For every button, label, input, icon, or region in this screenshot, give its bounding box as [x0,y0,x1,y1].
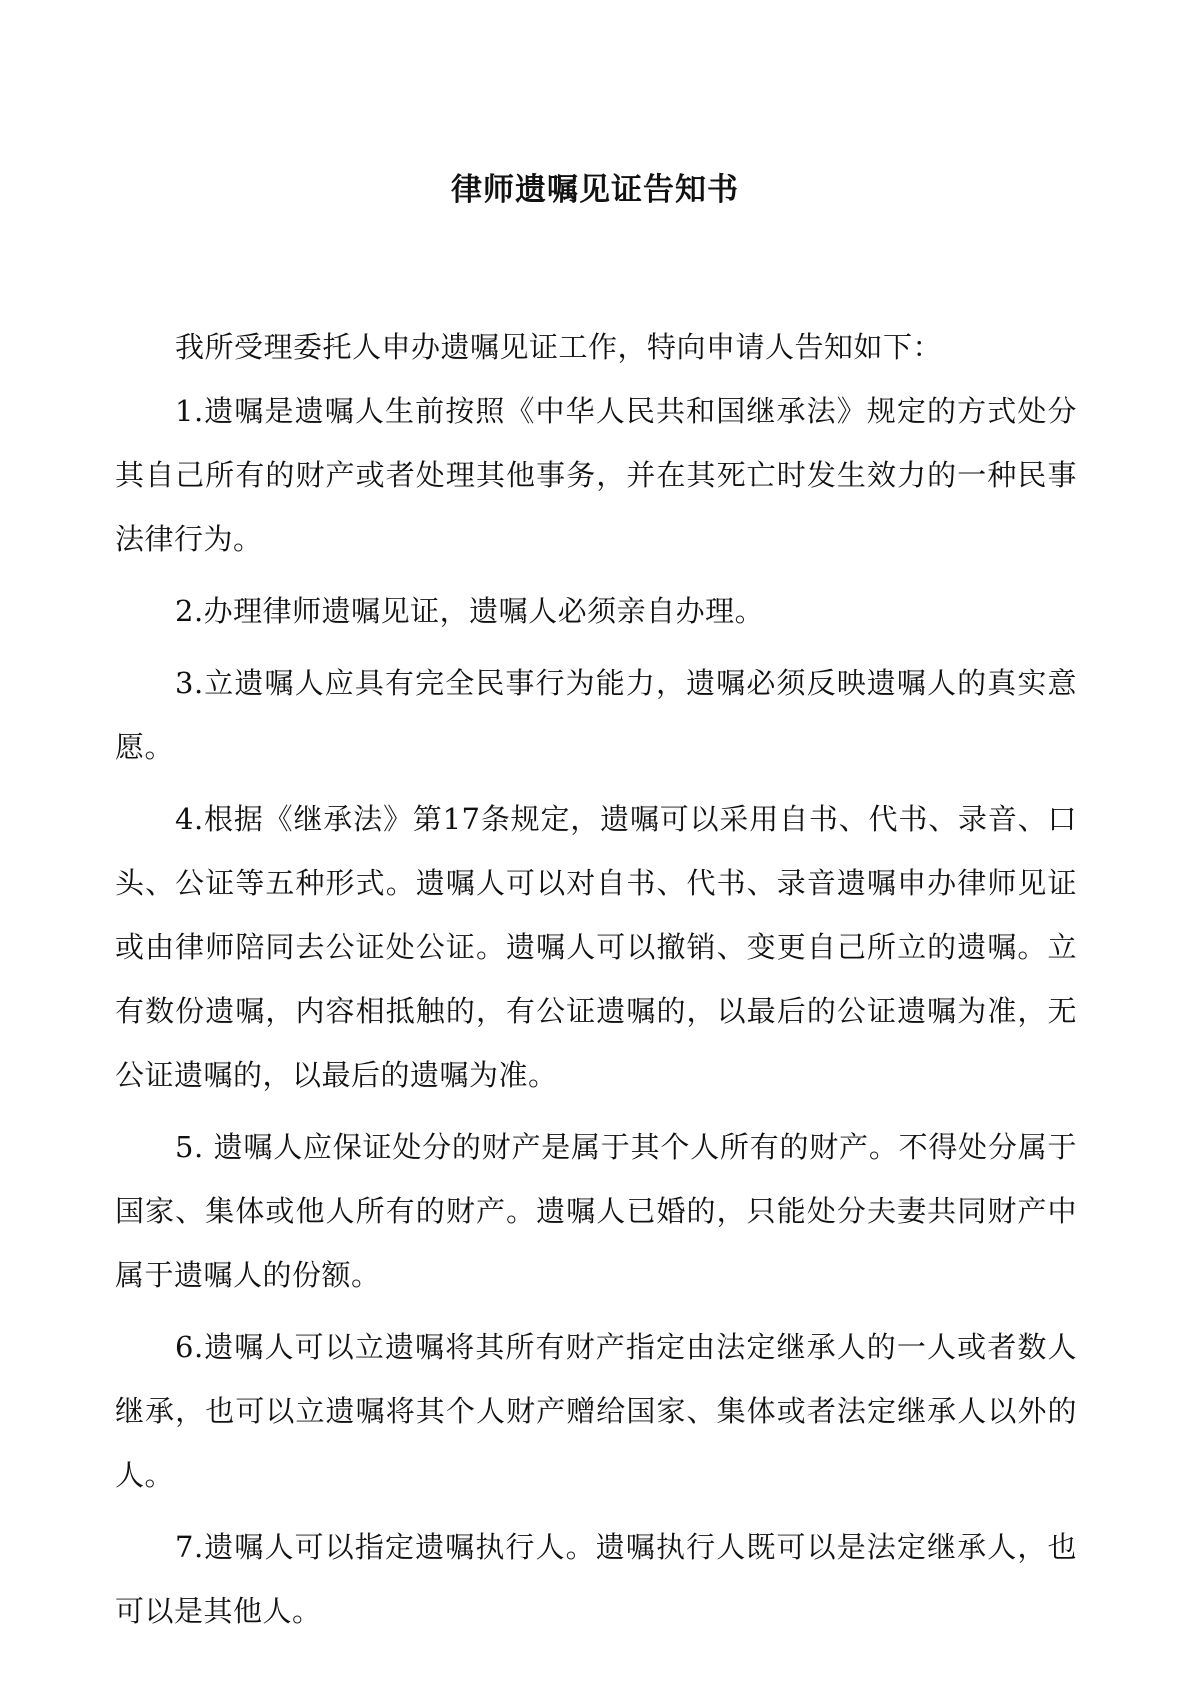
document-body [115,315,1077,1651]
intro-paragraph: 我所受理委托人申办遗嘱见证工作，特向申请人告知如下： [175,330,943,364]
clause-4: 4.根据《继承法》第17条规定，遗嘱可以采用自书、代书、录音、口头、公证等五种形式。遗嘱人可以对自书、代书、录音遗嘱申办律师见证或由律师陪同去公证处公证。遗嘱人可以撤销、变更自己所立的遗嘱。立有数份遗嘱，内容相抵触的，有公证遗嘱的，以最后的公证遗嘱为准，无公证遗嘱的，以最后的遗嘱为准。 [115,802,1077,1092]
clause-7: 7.遗嘱人可以指定遗嘱执行人。遗嘱执行人既可以是法定继承人，也可以是其他人。 [115,1530,1077,1628]
document-title: 律师遗嘱见证告知书 [451,172,739,208]
clause-6: 6.遗嘱人可以立遗嘱将其所有财产指定由法定继承人的一人或者数人继承，也可以立遗嘱将其个人财产赠给国家、集体或者法定继承人以外的人。 [115,1330,1077,1492]
clause-5: 5. 遗嘱人应保证处分的财产是属于其个人所有的财产。不得处分属于国家、集体或他人所有的财产。遗嘱人已婚的，只能处分夫妻共同财产中属于遗嘱人的份额。 [115,1130,1077,1292]
clause-1: 1.遗嘱是遗嘱人生前按照《中华人民共和国继承法》规定的方式处分其自己所有的财产或者处理其他事务，并在其死亡时发生效力的一种民事法律行为。 [115,394,1077,556]
clause-3: 3.立遗嘱人应具有完全民事行为能力，遗嘱必须反映遗嘱人的真实意愿。 [115,666,1077,764]
clause-2: 2.办理律师遗嘱见证，遗嘱人必须亲自办理。 [175,594,765,628]
